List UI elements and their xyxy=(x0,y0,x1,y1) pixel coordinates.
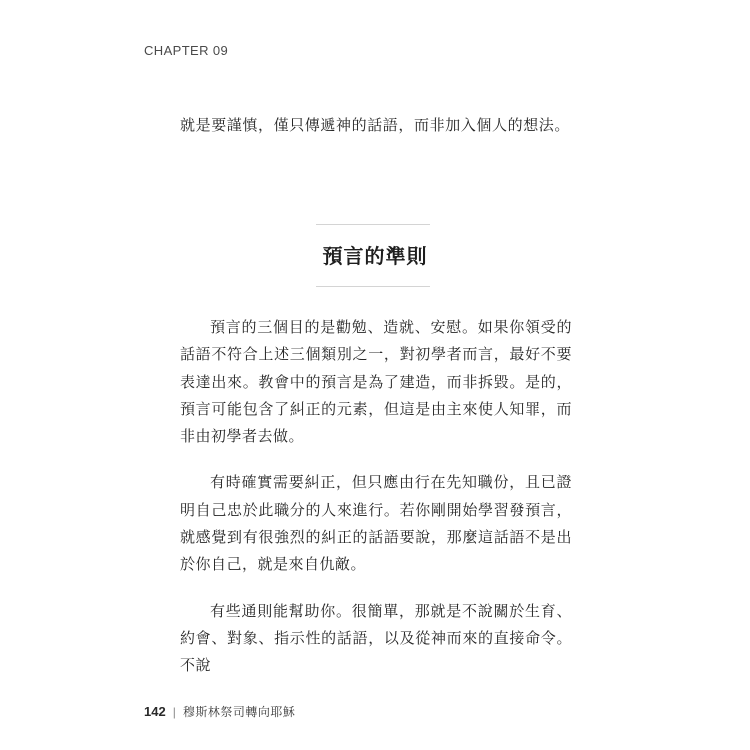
page-footer xyxy=(144,703,295,720)
heading-rule-bottom xyxy=(316,286,430,287)
footer-separator: | xyxy=(172,704,176,719)
paragraph: 有些通則能幫助你。很簡單，那就是不說關於生育、約會、對象、指示性的話語，以及從神而來的直接命令。不說 xyxy=(180,601,572,675)
page-number: 142 xyxy=(144,704,166,719)
heading-rule-top xyxy=(316,224,430,225)
paragraph: 有時確實需要糾正，但只應由行在先知職份，且已證明自己忠於此職分的人來進行。若你剛開始學習發預言，就感覺到有很強烈的糾正的話語要說，那麼這話語不是出於你自己，就是來自仇敵。 xyxy=(180,473,572,574)
lead-line: 就是要謹慎，僅只傳遞神的話語，而非加入個人的想法。 xyxy=(180,116,571,134)
book-title: 穆斯林祭司轉向耶穌 xyxy=(182,705,296,719)
body-text xyxy=(180,314,572,699)
paragraph: 預言的三個目的是勸勉、造就、安慰。如果你領受的話語不符合上述三個類別之一，對初學者而言，最好不要表達出來。教會中的預言是為了建造，而非拆毀。是的，預言可能包含了糾正的元素，但這是由主來使人知罪，而非由初學者去做。 xyxy=(180,318,572,446)
section-heading: 預言的準則 xyxy=(322,244,428,268)
chapter-label: CHAPTER 09 xyxy=(144,43,229,58)
